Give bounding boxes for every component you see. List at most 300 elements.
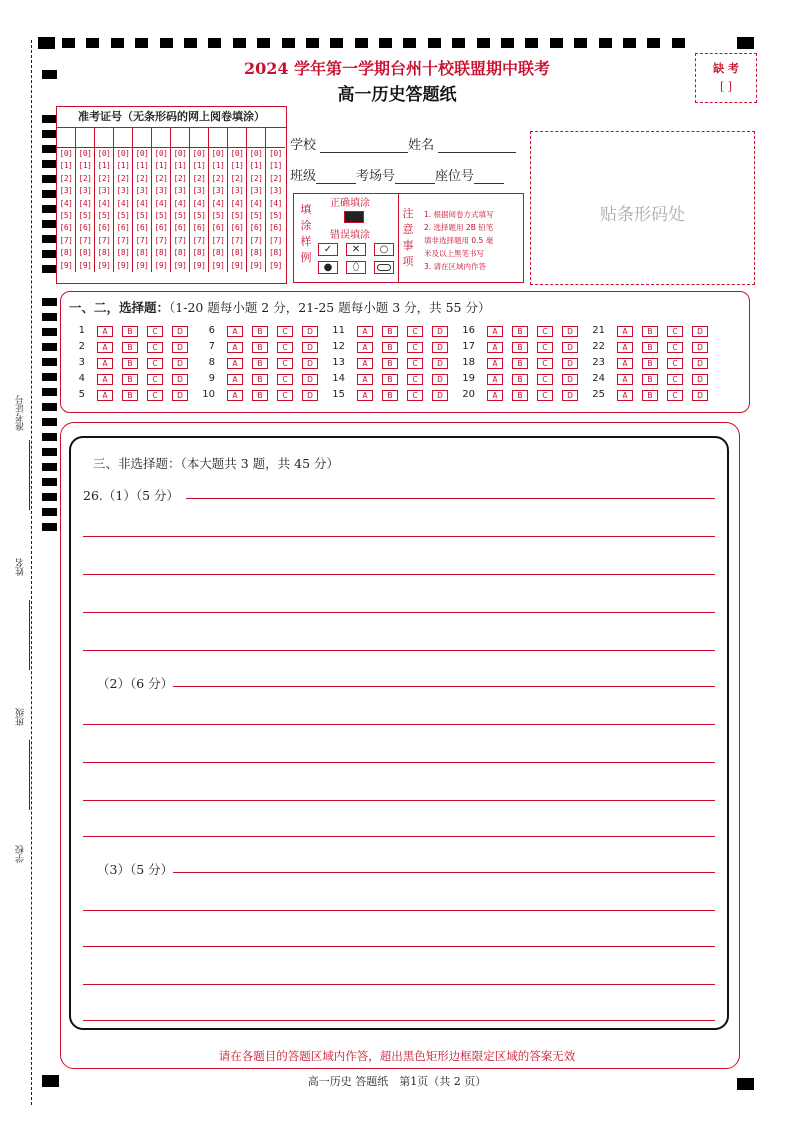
mcq-question-number: 2 — [78, 341, 85, 352]
note-item: 3. 请在区域内作答 — [424, 262, 487, 271]
mcq-option-bubble[interactable]: A — [487, 358, 503, 369]
mcq-option-bubble[interactable]: A — [357, 358, 373, 369]
admission-digit-bubble[interactable]: [6] — [59, 223, 73, 233]
admission-digit-bubble[interactable]: [4] — [211, 198, 225, 208]
admission-digit-bubble[interactable]: [9] — [269, 260, 282, 270]
mcq-option-bubble[interactable]: D — [172, 374, 188, 385]
mcq-option-bubble[interactable]: A — [97, 374, 113, 385]
admission-digit-bubble[interactable]: [6] — [97, 223, 111, 233]
admission-digit-bubble[interactable]: [4] — [59, 198, 73, 208]
admission-digit-bubble[interactable]: [6] — [249, 223, 263, 233]
sample-divider — [398, 194, 399, 282]
mcq-option-bubble[interactable]: C — [277, 342, 293, 353]
answer-line[interactable] — [83, 574, 715, 575]
admission-digit-bubble[interactable]: [5] — [192, 210, 206, 220]
school-field[interactable] — [320, 138, 408, 153]
seat-label: 座位号 — [435, 169, 475, 184]
mcq-option-bubble[interactable]: D — [432, 342, 448, 353]
mcq-option-bubble[interactable]: B — [382, 358, 398, 369]
admission-digit-bubble[interactable]: [7] — [211, 235, 225, 245]
mcq-option-bubble[interactable]: B — [252, 326, 268, 337]
mcq-option-bubble[interactable]: D — [302, 390, 318, 401]
admission-digit-bubble[interactable]: [3] — [116, 186, 130, 196]
mcq-option-bubble[interactable]: C — [407, 342, 423, 353]
admission-digit-bubble[interactable]: [2] — [78, 173, 92, 183]
mcq-option-bubble[interactable]: B — [642, 358, 658, 369]
answer-line[interactable] — [83, 836, 715, 837]
answer-line[interactable] — [83, 650, 715, 651]
mcq-question-number: 22 — [592, 341, 605, 352]
admission-write-cell[interactable] — [133, 128, 151, 148]
mcq-option-bubble[interactable]: A — [487, 326, 503, 337]
mcq-question-number: 1 — [78, 325, 85, 336]
admission-digit-bubble[interactable]: [7] — [249, 235, 263, 245]
answer-line[interactable] — [83, 800, 715, 801]
admission-digit-bubble[interactable]: [6] — [192, 223, 206, 233]
absent-checkbox[interactable]: [ ] — [719, 80, 733, 93]
admission-digit-bubble[interactable]: [3] — [154, 186, 168, 196]
mcq-option-bubble[interactable]: C — [147, 358, 163, 369]
mcq-option-bubble[interactable]: B — [252, 390, 268, 401]
mcq-option-bubble[interactable]: A — [227, 390, 243, 401]
mcq-option-bubble[interactable]: A — [357, 342, 373, 353]
admission-digit-bubble[interactable]: [7] — [269, 235, 282, 245]
class-field[interactable] — [316, 169, 356, 184]
admission-digit-bubble[interactable]: [6] — [78, 223, 92, 233]
admission-digit-bubble[interactable]: [5] — [173, 210, 187, 220]
room-field[interactable] — [395, 169, 435, 184]
admission-digit-bubble[interactable]: [9] — [154, 260, 168, 270]
admission-digit-bubble[interactable]: [2] — [116, 173, 130, 183]
admission-digit-bubble[interactable]: [7] — [173, 235, 187, 245]
answer-line[interactable] — [173, 872, 715, 873]
mcq-option-bubble[interactable]: A — [227, 358, 243, 369]
admission-digit-bubble[interactable]: [7] — [230, 235, 244, 245]
admission-digit-bubble[interactable]: [8] — [97, 248, 111, 258]
admission-write-cell[interactable] — [247, 128, 265, 148]
answer-line[interactable] — [173, 686, 715, 687]
mcq-option-bubble[interactable]: C — [667, 374, 683, 385]
admission-digit-bubble[interactable]: [6] — [116, 223, 130, 233]
barcode-label: 贴条形码处 — [600, 205, 685, 225]
mcq-option-bubble[interactable]: A — [357, 390, 373, 401]
mcq-option-bubble[interactable]: D — [562, 326, 578, 337]
mcq-option-bubble[interactable]: B — [252, 358, 268, 369]
admission-digit-bubble[interactable]: [0] — [154, 149, 168, 158]
mcq-option-bubble[interactable]: D — [432, 390, 448, 401]
mcq-option-bubble[interactable]: B — [642, 390, 658, 401]
mcq-option-bubble[interactable]: D — [432, 358, 448, 369]
mcq-option-bubble[interactable]: C — [277, 358, 293, 369]
answer-line[interactable] — [83, 536, 715, 537]
admission-digit-bubble[interactable]: [7] — [97, 235, 111, 245]
note-item: 填非选择题用 0.5 毫 — [424, 236, 494, 245]
admission-digit-bubble[interactable]: [3] — [97, 186, 111, 196]
admission-digit-bubble[interactable]: [9] — [211, 260, 225, 270]
mcq-option-bubble[interactable]: C — [147, 390, 163, 401]
admission-digit-bubble[interactable]: [5] — [78, 210, 92, 220]
mcq-option-bubble[interactable]: C — [277, 374, 293, 385]
answer-line[interactable] — [83, 724, 715, 725]
mcq-option-bubble[interactable]: B — [252, 342, 268, 353]
timing-dash — [184, 38, 197, 48]
timing-dash — [672, 38, 685, 48]
timing-mark — [42, 478, 57, 486]
mcq-option-bubble[interactable]: C — [537, 390, 553, 401]
mcq-option-bubble[interactable]: A — [487, 390, 503, 401]
answer-line[interactable] — [83, 762, 715, 763]
footnote: 请在各题目的答题区域内作答，超出黑色矩形边框限定区域的答案无效 — [218, 1049, 576, 1063]
mcq-option-bubble[interactable]: A — [357, 374, 373, 385]
admission-digit-bubble[interactable]: [6] — [173, 223, 187, 233]
admission-digit-bubble[interactable]: [9] — [249, 260, 263, 270]
admission-digit-bubble[interactable]: [0] — [230, 149, 244, 158]
mcq-option-bubble[interactable]: C — [147, 374, 163, 385]
admission-digit-bubble[interactable]: [9] — [135, 260, 149, 270]
mcq-option-bubble[interactable]: B — [382, 374, 398, 385]
timing-mark — [42, 190, 57, 198]
admission-digit-bubble[interactable]: [3] — [59, 186, 73, 196]
admission-digit-bubble[interactable]: [0] — [211, 149, 225, 158]
mcq-option-bubble[interactable]: C — [537, 342, 553, 353]
admission-digit-bubble[interactable]: [7] — [78, 235, 92, 245]
admission-digit-bubble[interactable]: [0] — [269, 149, 282, 158]
mcq-option-bubble[interactable]: C — [407, 390, 423, 401]
side-line — [29, 600, 30, 670]
mcq-question-number: 23 — [592, 357, 605, 368]
admission-digit-bubble[interactable]: [7] — [135, 235, 149, 245]
admission-digit-bubble[interactable]: [0] — [78, 149, 92, 158]
admission-digit-bubble[interactable]: [8] — [154, 248, 168, 258]
mcq-option-bubble[interactable]: C — [147, 342, 163, 353]
admission-digit-bubble[interactable]: [4] — [78, 198, 92, 208]
half-fill-mark-icon — [374, 261, 394, 274]
admission-column — [57, 128, 76, 272]
admission-digit-bubble[interactable]: [1] — [97, 161, 111, 171]
admission-digit-bubble[interactable]: [5] — [59, 210, 73, 220]
mcq-option-bubble[interactable]: D — [692, 326, 708, 337]
admission-digit-bubble[interactable]: [8] — [249, 248, 263, 258]
mcq-desc: （1-20 题每小题 2 分，21-25 题每小题 3 分，共 55 分） — [169, 300, 491, 315]
mcq-title — [69, 298, 490, 316]
mcq-option-bubble[interactable]: D — [692, 390, 708, 401]
mcq-option-bubble[interactable]: D — [562, 358, 578, 369]
mcq-option-bubble[interactable]: D — [302, 342, 318, 353]
admission-digit-bubble[interactable]: [9] — [192, 260, 206, 270]
admission-column — [228, 128, 247, 272]
mcq-option-bubble[interactable]: A — [617, 326, 633, 337]
mcq-option-bubble[interactable]: D — [692, 358, 708, 369]
mcq-option-bubble[interactable]: B — [642, 342, 658, 353]
admission-digit-bubble[interactable]: [3] — [211, 186, 225, 196]
admission-column — [133, 128, 152, 272]
admission-digit-bubble[interactable]: [5] — [211, 210, 225, 220]
answer-line[interactable] — [83, 612, 715, 613]
barcode-area — [530, 131, 755, 285]
timing-dash — [647, 38, 660, 48]
mcq-option-bubble[interactable]: A — [97, 342, 113, 353]
admission-digit-bubble[interactable]: [1] — [269, 161, 282, 171]
corner-mark — [737, 37, 754, 49]
mcq-option-bubble[interactable]: B — [252, 374, 268, 385]
mcq-option-bubble[interactable]: A — [617, 374, 633, 385]
admission-digit-bubble[interactable]: [5] — [116, 210, 130, 220]
mcq-option-bubble[interactable]: C — [277, 326, 293, 337]
mcq-option-bubble[interactable]: A — [97, 390, 113, 401]
admission-write-cell[interactable] — [114, 128, 132, 148]
mcq-option-bubble[interactable]: A — [487, 374, 503, 385]
admission-digit-bubble[interactable]: [3] — [78, 186, 92, 196]
admission-digit-bubble[interactable]: [4] — [97, 198, 111, 208]
name-field[interactable] — [438, 138, 516, 153]
timing-mark — [42, 115, 57, 123]
admission-digit-bubble[interactable]: [7] — [154, 235, 168, 245]
mcq-option-bubble[interactable]: A — [487, 342, 503, 353]
admission-digit-bubble[interactable]: [6] — [135, 223, 149, 233]
mcq-option-bubble[interactable]: B — [642, 326, 658, 337]
mcq-option-bubble[interactable]: C — [537, 358, 553, 369]
admission-digit-bubble[interactable]: [6] — [211, 223, 225, 233]
side-label-name: 姓名 — [16, 558, 26, 576]
timing-mark — [42, 448, 57, 456]
admission-digit-bubble[interactable]: [1] — [230, 161, 244, 171]
mcq-option-bubble[interactable]: B — [512, 358, 528, 369]
admission-digit-bubble[interactable]: [9] — [116, 260, 130, 270]
admission-write-cell[interactable] — [228, 128, 246, 148]
admission-digit-bubble[interactable]: [6] — [230, 223, 244, 233]
admission-digit-bubble[interactable]: [7] — [192, 235, 206, 245]
mcq-option-bubble[interactable]: D — [692, 342, 708, 353]
mcq-option-bubble[interactable]: D — [172, 390, 188, 401]
timing-dash — [428, 38, 441, 48]
mcq-option-bubble[interactable]: A — [617, 342, 633, 353]
mcq-question-number: 14 — [332, 373, 345, 384]
admission-digit-bubble[interactable]: [6] — [154, 223, 168, 233]
admission-digit-bubble[interactable]: [8] — [269, 248, 282, 258]
answer-line[interactable] — [83, 946, 715, 947]
admission-digit-bubble[interactable]: [0] — [59, 149, 73, 158]
admission-digit-bubble[interactable]: [4] — [116, 198, 130, 208]
answer-line[interactable] — [83, 984, 715, 985]
mcq-option-bubble[interactable]: D — [432, 374, 448, 385]
admission-digit-bubble[interactable]: [1] — [211, 161, 225, 171]
admission-digit-bubble[interactable]: [1] — [154, 161, 168, 171]
admission-digit-bubble[interactable]: [1] — [59, 161, 73, 171]
admission-digit-bubble[interactable]: [8] — [230, 248, 244, 258]
mcq-option-bubble[interactable]: A — [227, 342, 243, 353]
admission-write-cell[interactable] — [95, 128, 113, 148]
mcq-option-bubble[interactable]: A — [227, 374, 243, 385]
admission-digit-bubble[interactable]: [0] — [135, 149, 149, 158]
admission-digit-bubble[interactable]: [5] — [230, 210, 244, 220]
mcq-option-bubble[interactable]: B — [122, 326, 138, 337]
admission-digit-bubble[interactable]: [6] — [269, 223, 282, 233]
admission-digit-bubble[interactable]: [9] — [97, 260, 111, 270]
mcq-option-bubble[interactable]: C — [407, 374, 423, 385]
side-label-class: 班级 — [16, 708, 26, 726]
mcq-question-number: 24 — [592, 373, 605, 384]
admission-digit-bubble[interactable]: [2] — [211, 173, 225, 183]
mcq-option-bubble[interactable]: C — [667, 326, 683, 337]
admission-digit-bubble[interactable]: [1] — [249, 161, 263, 171]
admission-digit-bubble[interactable]: [8] — [116, 248, 130, 258]
mcq-option-bubble[interactable]: B — [382, 342, 398, 353]
timing-dash — [86, 38, 99, 48]
timing-dash — [208, 38, 221, 48]
mcq-option-bubble[interactable]: C — [147, 326, 163, 337]
check-mark-icon: ✓ — [318, 243, 338, 256]
admission-digit-bubble[interactable]: [2] — [192, 173, 206, 183]
mcq-option-bubble[interactable]: B — [512, 390, 528, 401]
mcq-option-bubble[interactable]: B — [382, 390, 398, 401]
mcq-option-bubble[interactable]: C — [407, 326, 423, 337]
mcq-option-bubble[interactable]: D — [172, 326, 188, 337]
admission-digit-bubble[interactable]: [4] — [173, 198, 187, 208]
admission-digit-bubble[interactable]: [0] — [173, 149, 187, 158]
mcq-option-bubble[interactable]: D — [562, 390, 578, 401]
absent-box[interactable] — [695, 53, 757, 103]
admission-digit-bubble[interactable]: [9] — [230, 260, 244, 270]
mcq-option-bubble[interactable]: C — [667, 342, 683, 353]
admission-digit-bubble[interactable]: [3] — [135, 186, 149, 196]
mcq-option-bubble[interactable]: C — [407, 358, 423, 369]
admission-digit-bubble[interactable]: [0] — [192, 149, 206, 158]
admission-digit-bubble[interactable]: [4] — [192, 198, 206, 208]
mcq-option-bubble[interactable]: B — [382, 326, 398, 337]
admission-digit-bubble[interactable]: [1] — [78, 161, 92, 171]
admission-digit-bubble[interactable]: [8] — [173, 248, 187, 258]
admission-digit-bubble[interactable]: [1] — [116, 161, 130, 171]
admission-digit-bubble[interactable]: [3] — [249, 186, 263, 196]
mcq-option-bubble[interactable]: A — [617, 358, 633, 369]
admission-write-cell[interactable] — [266, 128, 285, 148]
answer-line[interactable] — [83, 910, 715, 911]
admission-digit-bubble[interactable]: [2] — [249, 173, 263, 183]
admission-digit-bubble[interactable]: [2] — [173, 173, 187, 183]
mcq-option-bubble[interactable]: D — [692, 374, 708, 385]
mcq-option-bubble[interactable]: D — [432, 326, 448, 337]
admission-digit-bubble[interactable]: [1] — [192, 161, 206, 171]
mcq-option-bubble[interactable]: B — [122, 358, 138, 369]
admission-digit-bubble[interactable]: [3] — [269, 186, 282, 196]
mcq-option-bubble[interactable]: D — [172, 342, 188, 353]
mcq-option-bubble[interactable]: B — [512, 374, 528, 385]
mcq-option-bubble[interactable]: B — [512, 342, 528, 353]
admission-digit-bubble[interactable]: [8] — [135, 248, 149, 258]
timing-mark — [42, 175, 57, 183]
mcq-option-bubble[interactable]: C — [667, 390, 683, 401]
admission-write-cell[interactable] — [171, 128, 189, 148]
timing-mark — [42, 388, 57, 396]
mcq-option-bubble[interactable]: D — [302, 358, 318, 369]
admission-digit-bubble[interactable]: [2] — [269, 173, 282, 183]
admission-write-cell[interactable] — [190, 128, 208, 148]
mcq-question-number: 17 — [462, 341, 475, 352]
mcq-option-bubble[interactable]: B — [642, 374, 658, 385]
mcq-option-bubble[interactable]: D — [562, 374, 578, 385]
admission-digit-bubble[interactable]: [5] — [97, 210, 111, 220]
admission-digit-bubble[interactable]: [8] — [78, 248, 92, 258]
admission-digit-bubble[interactable]: [0] — [97, 149, 111, 158]
admission-digit-bubble[interactable]: [8] — [192, 248, 206, 258]
admission-digit-bubble[interactable]: [9] — [59, 260, 73, 270]
timing-mark — [42, 130, 57, 138]
mcq-option-bubble[interactable]: C — [667, 358, 683, 369]
mcq-option-bubble[interactable]: A — [97, 326, 113, 337]
admission-digit-bubble[interactable]: [1] — [173, 161, 187, 171]
timing-dash — [111, 38, 124, 48]
mcq-option-bubble[interactable]: A — [97, 358, 113, 369]
mcq-option-bubble[interactable]: D — [562, 342, 578, 353]
mcq-option-bubble[interactable]: C — [537, 374, 553, 385]
mcq-option-bubble[interactable]: D — [302, 326, 318, 337]
mcq-option-bubble[interactable]: D — [172, 358, 188, 369]
timing-dash — [379, 38, 392, 48]
admission-digit-bubble[interactable]: [4] — [249, 198, 263, 208]
admission-write-cell[interactable] — [76, 128, 94, 148]
admission-digit-bubble[interactable]: [7] — [116, 235, 130, 245]
mcq-option-bubble[interactable]: A — [617, 390, 633, 401]
mcq-option-bubble[interactable]: C — [277, 390, 293, 401]
mcq-option-bubble[interactable]: C — [537, 326, 553, 337]
mcq-option-bubble[interactable]: A — [357, 326, 373, 337]
admission-digit-bubble[interactable]: [9] — [78, 260, 92, 270]
mcq-option-bubble[interactable]: B — [122, 374, 138, 385]
admission-digit-bubble[interactable]: [5] — [269, 210, 282, 220]
admission-digit-bubble[interactable]: [9] — [173, 260, 187, 270]
admission-digit-bubble[interactable]: [5] — [249, 210, 263, 220]
timing-dash — [525, 38, 538, 48]
admission-digit-bubble[interactable]: [7] — [59, 235, 73, 245]
timing-dash — [477, 38, 490, 48]
mcq-option-bubble[interactable]: B — [512, 326, 528, 337]
admission-digit-bubble[interactable]: [4] — [154, 198, 168, 208]
q26-1-label: 26.（1）（5 分） — [83, 488, 180, 503]
admission-digit-bubble[interactable]: [8] — [211, 248, 225, 258]
admission-digit-bubble[interactable]: [2] — [97, 173, 111, 183]
admission-digit-bubble[interactable]: [3] — [173, 186, 187, 196]
admission-digit-bubble[interactable]: [2] — [135, 173, 149, 183]
admission-digit-bubble[interactable]: [4] — [269, 198, 282, 208]
admission-write-cell[interactable] — [209, 128, 227, 148]
admission-digit-bubble[interactable]: [4] — [135, 198, 149, 208]
admission-digit-bubble[interactable]: [1] — [135, 161, 149, 171]
admission-digit-bubble[interactable]: [3] — [230, 186, 244, 196]
mcq-option-bubble[interactable]: A — [227, 326, 243, 337]
admission-digit-bubble[interactable]: [0] — [116, 149, 130, 158]
admission-digit-bubble[interactable]: [5] — [154, 210, 168, 220]
sample-side-char: 填 — [300, 203, 312, 216]
admission-digit-bubble[interactable]: [2] — [230, 173, 244, 183]
seat-field[interactable] — [474, 169, 504, 184]
admission-digit-bubble[interactable]: [2] — [59, 173, 73, 183]
admission-digit-bubble[interactable]: [3] — [192, 186, 206, 196]
answer-line[interactable] — [83, 1020, 715, 1021]
admission-digit-bubble[interactable]: [4] — [230, 198, 244, 208]
admission-digit-bubble[interactable]: [8] — [59, 248, 73, 258]
mcq-option-bubble[interactable]: D — [302, 374, 318, 385]
admission-write-cell[interactable] — [152, 128, 170, 148]
admission-digit-bubble[interactable]: [5] — [135, 210, 149, 220]
admission-write-cell[interactable] — [57, 128, 75, 148]
mcq-option-bubble[interactable]: B — [122, 342, 138, 353]
answer-line[interactable] — [186, 498, 715, 499]
side-label-school: 学校 — [16, 845, 26, 863]
timing-dash — [306, 38, 319, 48]
admission-digit-bubble[interactable]: [2] — [154, 173, 168, 183]
admission-digit-bubble[interactable]: [0] — [249, 149, 263, 158]
mcq-option-bubble[interactable]: B — [122, 390, 138, 401]
